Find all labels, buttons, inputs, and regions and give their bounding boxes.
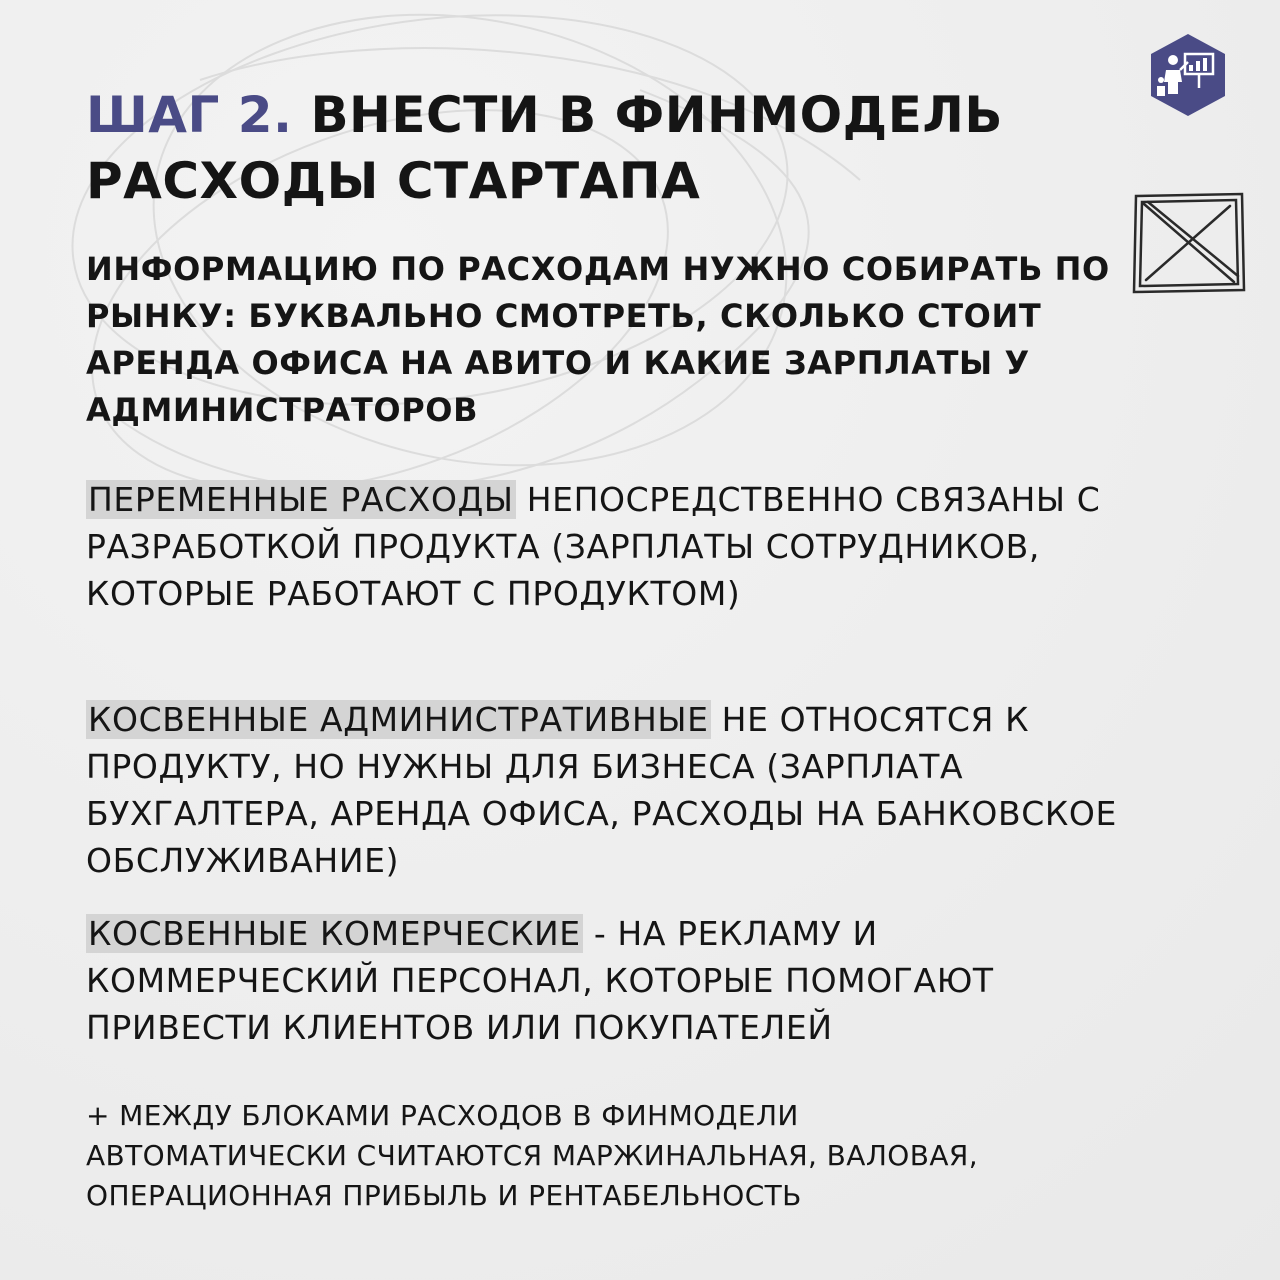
commercial-costs-text: - НА РЕКЛАМУ И КОММЕРЧЕСКИЙ ПЕРСОНАЛ, КОТОРЫЕ ПОМОГАЮТ ПРИВЕСТИ КЛИЕНТОВ ИЛИ ПОКУПАТЕЛЕЙ bbox=[86, 914, 994, 1047]
variable-costs-paragraph bbox=[86, 476, 1146, 617]
variable-costs-term: ПЕРЕМЕННЫЕ РАСХОДЫ bbox=[88, 480, 514, 519]
commercial-costs-paragraph bbox=[86, 910, 1146, 1051]
commercial-costs-term: КОСВЕННЫЕ КОМЕРЧЕСКИЕ bbox=[88, 914, 581, 953]
footnote: + МЕЖДУ БЛОКАМИ РАСХОДОВ В ФИНМОДЕЛИ АВТОМАТИЧЕСКИ СЧИТАЮТСЯ МАРЖИНАЛЬНАЯ, ВАЛОВАЯ, ОПЕРАЦИОННАЯ ПРИБЫЛЬ И РЕНТАБЕЛЬНОСТЬ bbox=[86, 1099, 979, 1212]
title-step-accent: ШАГ 2. bbox=[86, 86, 293, 144]
admin-costs-term: КОСВЕННЫЕ АДМИНИСТРАТИВНЫЕ bbox=[88, 700, 709, 739]
presenter-chart-hexagon-icon bbox=[1148, 32, 1228, 118]
title-main: ВНЕСТИ В ФИНМОДЕЛЬ РАСХОДЫ СТАРТАПА bbox=[86, 86, 1003, 210]
admin-costs-text: НЕ ОТНОСЯТСЯ К ПРОДУКТУ, НО НУЖНЫ ДЛЯ БИЗНЕСА (ЗАРПЛАТА БУХГАЛТЕРА, АРЕНДА ОФИСА, РАСХОДЫ НА БАНКОВСКОЕ ОБСЛУЖИВАНИЕ) bbox=[86, 700, 1117, 880]
intro-paragraph: ИНФОРМАЦИЮ ПО РАСХОДАМ НУЖНО СОБИРАТЬ ПО РЫНКУ: БУКВАЛЬНО СМОТРЕТЬ, СКОЛЬКО СТОИТ АРЕНДА ОФИСА НА АВИТО И КАКИЕ ЗАРПЛАТЫ У АДМИНИСТРАТОРОВ bbox=[86, 250, 1110, 429]
page-title bbox=[86, 82, 1096, 214]
crossed-box-icon bbox=[1126, 188, 1250, 298]
admin-costs-paragraph bbox=[86, 696, 1146, 884]
variable-costs-text: НЕПОСРЕДСТВЕННО СВЯЗАНЫ С РАЗРАБОТКОЙ ПРОДУКТА (ЗАРПЛАТЫ СОТРУДНИКОВ, КОТОРЫЕ РАБОТАЮТ С ПРОДУКТОМ) bbox=[86, 480, 1101, 613]
